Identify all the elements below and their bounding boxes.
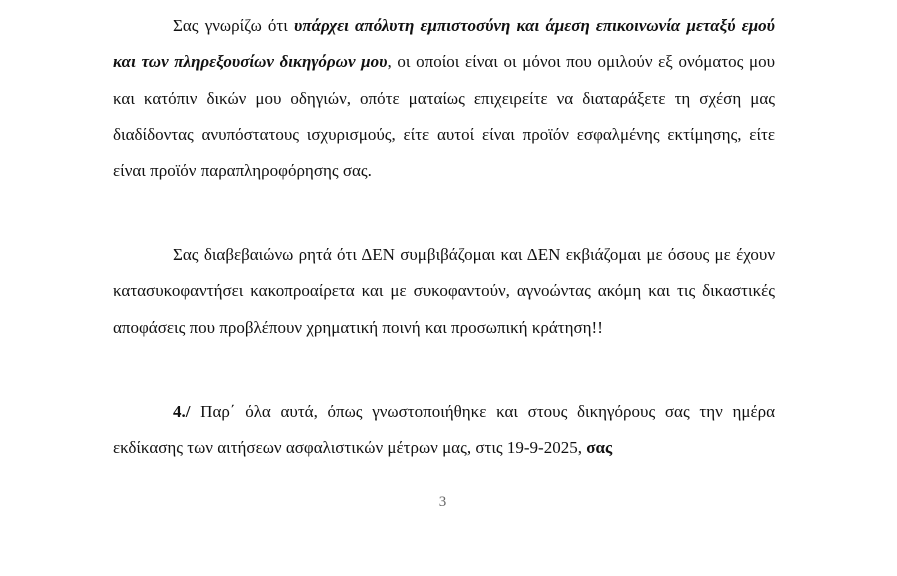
paragraph-numbered-4 [113,394,775,467]
paragraph-3-body: Παρ΄ όλα αυτά, όπως γνωστοποιήθηκε και στους δικηγόρους σας την ημέρα εκδίκασης των αιτήσεων ασφαλιστικών μέτρων μας, στις 19-9-2025, [113,402,775,458]
paragraph-1-intro: Σας γνωρίζω ότι [173,16,294,35]
paragraph-assurance [113,237,775,383]
page-number: 3 [438,494,447,510]
paragraph-number: 4./ [173,402,191,421]
paragraph-1-body: , οι οποίοι είναι οι μόνοι που ομιλούν εξ ονόματος μου και κατόπιν δικών μου οδηγιών, οπότε ματαίως επιχειρείτε να διαταράξετε τη σχέση μας διαδίδοντας ανυπόστατους ισχυρισμούς, είτε αυτοί είναι προϊόν εσφαλμένης εκτίμησης, είτε είναι προϊόν παραπληροφόρησης σας. [113,52,776,181]
paragraph-1-emphasis: υπάρχει απόλυτη εμπιστοσύνη και άμεση επικοινωνία μεταξύ εμού και των πληρεξουσίων δικηγόρων μου [113,16,776,72]
paragraph-trust-statement [113,8,775,226]
paragraph-3-bold-tail: σας [586,438,613,458]
document-body [113,8,775,467]
paragraph-2-body: Σας διαβεβαιώνω ρητά ότι ΔΕΝ συμβιβάζομαι και ΔΕΝ εκβιάζομαι με όσους με έχουν κατασυκοφαντήσει κακοπροαίρετα και με συκοφαντούν, αγνοώντας ακόμη και τις δικαστικές αποφάσεις που προβλέπουν χρηματική ποινή και προσωπική κράτηση!! [113,245,775,337]
